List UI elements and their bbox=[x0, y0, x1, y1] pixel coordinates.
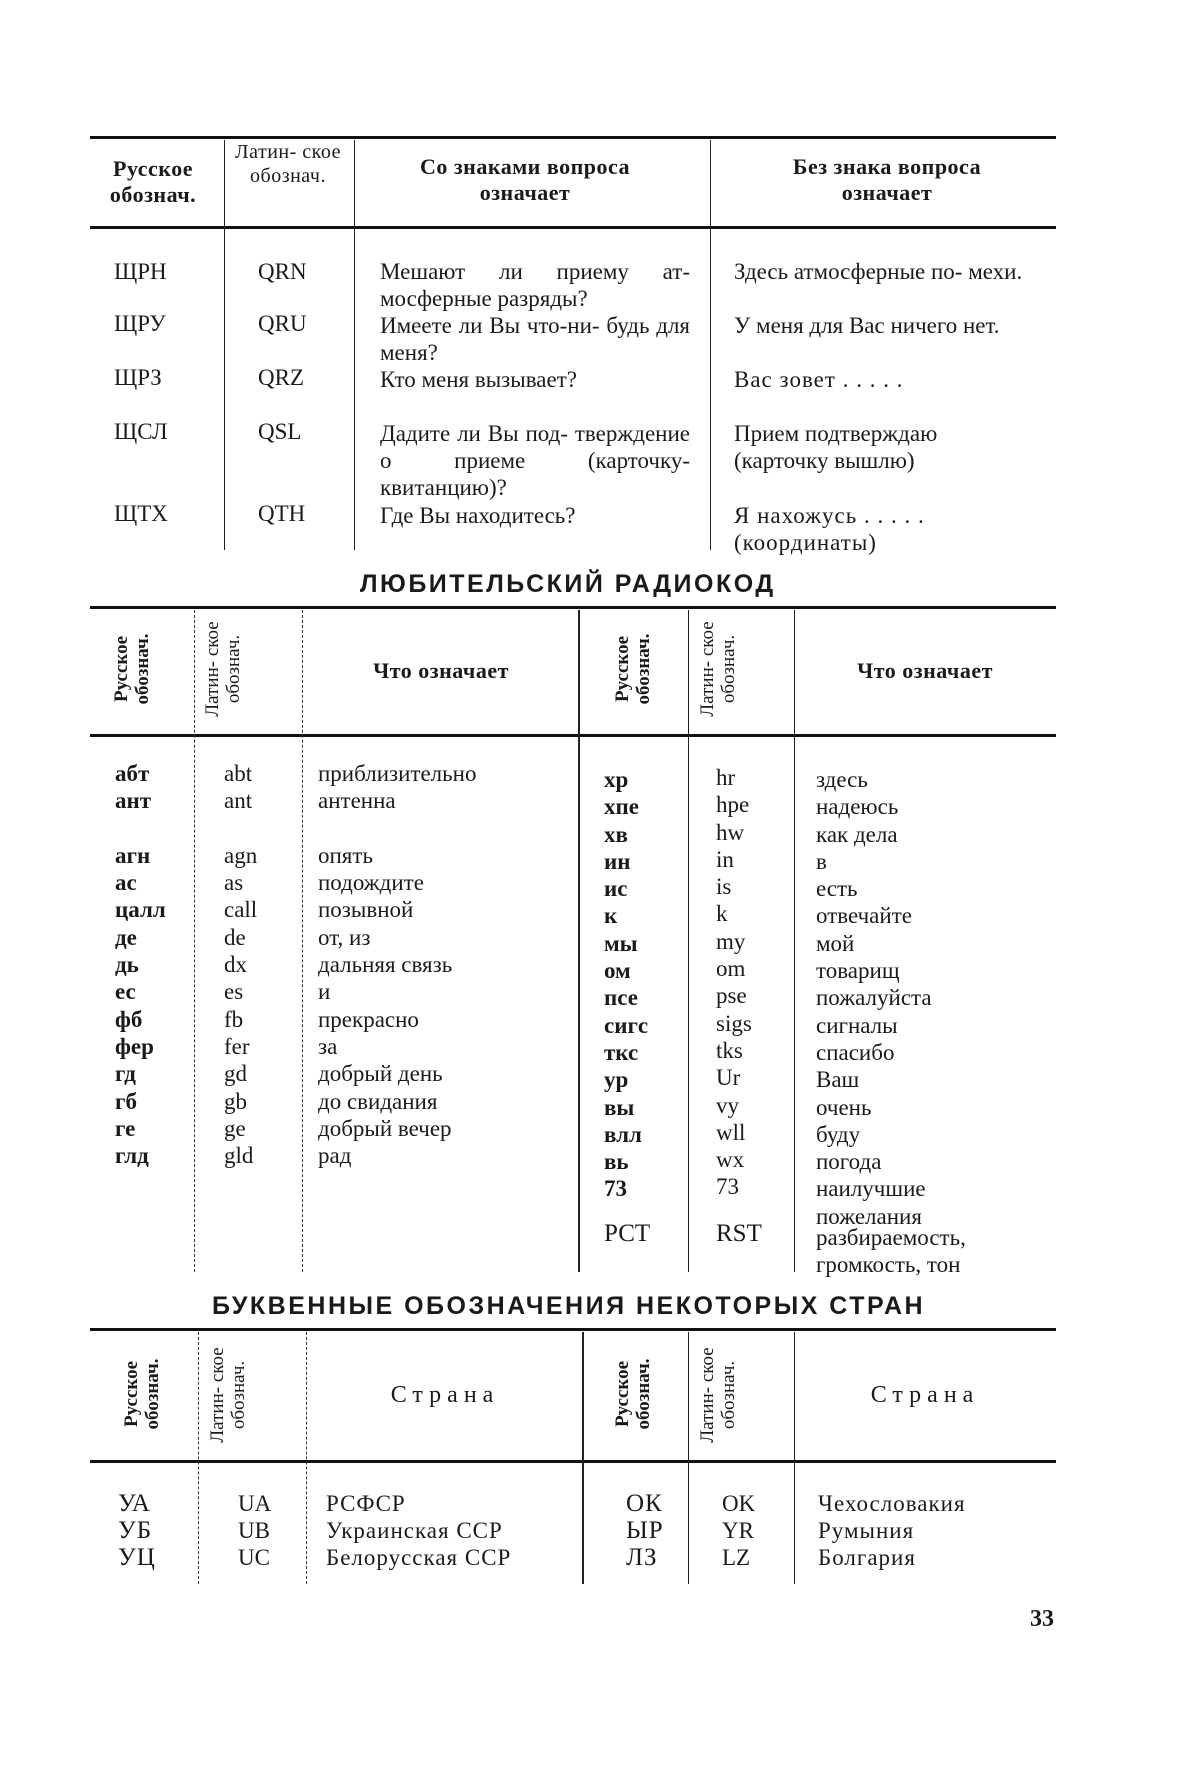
ct-left-rus-column: УА УБ УЦ bbox=[118, 1490, 156, 1571]
ct-right-rus-column: ОК ЫР ЛЗ bbox=[626, 1490, 664, 1571]
q-row-4-without-question: Прием подтверждаю (карточку вышлю) bbox=[734, 421, 938, 473]
countries-title: БУКВЕННЫЕ ОБОЗНАЧЕНИЯ НЕКОТОРЫХ СТРАН bbox=[212, 1292, 926, 1320]
ct-vline-4 bbox=[688, 1332, 689, 1584]
ct-header-rus-right: Русское обознач. bbox=[612, 1358, 654, 1430]
ct-vline-2 bbox=[306, 1332, 307, 1584]
countries-header-rule bbox=[90, 1460, 1056, 1463]
q-row-5-with-question: Где Вы находитесь? bbox=[380, 503, 576, 528]
q-vline-2 bbox=[354, 140, 355, 550]
rc-vline-3 bbox=[578, 610, 580, 1272]
q-row-3-without-question: Вас зовет . . . . . bbox=[734, 367, 904, 392]
q-row-3-lat: QRZ bbox=[258, 365, 304, 390]
ct-left-country-column: РСФСР Украинская ССР Белорусская ССР bbox=[326, 1491, 512, 1570]
q-row-4-lat: QSL bbox=[258, 419, 302, 444]
rc-header-meaning-right: Что означает bbox=[857, 658, 993, 683]
q-vline-1 bbox=[224, 140, 225, 550]
q-row-5-rus: ЩТХ bbox=[114, 501, 168, 526]
ct-right-lat-column: OK YR LZ bbox=[722, 1491, 756, 1570]
rc-left-lat-column: abt ant agn as call de dx es fb fer gd gb ge gld bbox=[224, 761, 258, 1169]
q-row-2-rus: ЩРУ bbox=[114, 311, 166, 336]
q-row-1-rus: ЩРН bbox=[114, 259, 167, 284]
rc-right-meaning-column: здесь надеюсь как дела в есть отвечайте мой товарищ пожалуйста сигналы спасибо Ваш очень буду погода наилучшие пожелания bbox=[816, 767, 932, 1229]
q-table-top-rule bbox=[90, 136, 1056, 139]
rc-header-meaning-left: Что означает bbox=[373, 658, 509, 683]
q-header-rus: Русское обознач. bbox=[109, 156, 197, 207]
rc-header-rus-left: Русское обознач. bbox=[111, 633, 153, 705]
rc-header-lat-left: Латин- ское обознач. bbox=[202, 621, 244, 717]
q-vline-3 bbox=[710, 140, 711, 550]
rc-left-meaning-column: приблизительно антенна опять подождите позывной от, из дальняя связь и прекрасно за добрый день до свидания добрый вечер рад bbox=[318, 761, 477, 1169]
ct-vline-1 bbox=[198, 1332, 199, 1584]
rc-vline-5 bbox=[794, 610, 795, 1272]
rc-right-rus-column: хр хпе хв ин ис к мы ом псе сигс ткс ур вы влл вь 73 bbox=[604, 767, 649, 1202]
rc-vline-2 bbox=[302, 610, 303, 1272]
q-row-5-without-question: Я нахожусь . . . . . (координаты) bbox=[734, 503, 925, 555]
ct-left-lat-column: UA UB UC bbox=[238, 1491, 272, 1570]
countries-top-rule bbox=[90, 1328, 1056, 1331]
q-header-without-question: Без знака вопроса означает bbox=[792, 154, 982, 205]
q-row-5-lat: QTH bbox=[258, 501, 306, 526]
q-row-3-with-question: Кто меня вызывает? bbox=[380, 367, 577, 392]
q-row-1-lat: QRN bbox=[258, 259, 307, 284]
q-header-lat: Латин- ское обознач. bbox=[235, 141, 341, 187]
ct-header-lat-right: Латин- ское обознач. bbox=[697, 1347, 739, 1443]
ct-header-lat-left: Латин- ское обознач. bbox=[207, 1347, 249, 1443]
ct-vline-5 bbox=[794, 1332, 795, 1584]
rc-vline-4 bbox=[688, 610, 689, 1272]
rc-header-rus-right: Русское обознач. bbox=[612, 633, 654, 705]
ct-vline-3 bbox=[582, 1332, 584, 1584]
ct-header-rus-left: Русское обознач. bbox=[121, 1358, 163, 1430]
radiocode-title: ЛЮБИТЕЛЬСКИЙ РАДИОКОД bbox=[360, 570, 776, 598]
q-row-3-rus: ЩРЗ bbox=[114, 365, 162, 390]
ct-header-country-left: Страна bbox=[390, 1382, 500, 1408]
q-row-1-with-question: Мешают ли приему ат- мосферные разряды? bbox=[380, 259, 690, 311]
rc-rst-lat: RST bbox=[716, 1220, 762, 1247]
rc-left-rus-column: абт ант агн ас цалл де дь ес фб фер гд гб ге глд bbox=[115, 761, 166, 1169]
rc-rst-meaning: разбираемость, громкость, тон bbox=[816, 1225, 966, 1278]
rc-rst-rus: РСТ bbox=[604, 1220, 651, 1247]
q-row-1-without-question: Здесь атмосферные по- мехи. bbox=[734, 259, 1023, 284]
rc-right-lat-column: hr hpe hw in is k my om pse sigs tks Ur vy wll wx 73 bbox=[716, 765, 752, 1200]
rc-vline-1 bbox=[194, 610, 195, 1272]
q-row-2-with-question: Имеете ли Вы что-ни- будь для меня? bbox=[380, 313, 690, 365]
ct-right-country-column: Чехословакия Румыния Болгария bbox=[818, 1491, 966, 1570]
q-row-2-without-question: У меня для Вас ничего нет. bbox=[734, 313, 1000, 338]
q-row-2-lat: QRU bbox=[258, 311, 307, 336]
rc-header-lat-right: Латин- ское обознач. bbox=[697, 621, 739, 717]
q-row-4-with-question: Дадите ли Вы под- тверждение о приеме (карточку-квитанцию)? bbox=[380, 421, 690, 500]
ct-header-country-right: Страна bbox=[870, 1382, 980, 1408]
page-number: 33 bbox=[1030, 1606, 1054, 1632]
q-table-header-rule bbox=[90, 226, 1056, 229]
q-row-4-rus: ЩСЛ bbox=[114, 419, 168, 444]
q-header-with-question: Со знаками вопроса означает bbox=[419, 154, 631, 205]
radiocode-header-rule bbox=[90, 734, 1056, 737]
